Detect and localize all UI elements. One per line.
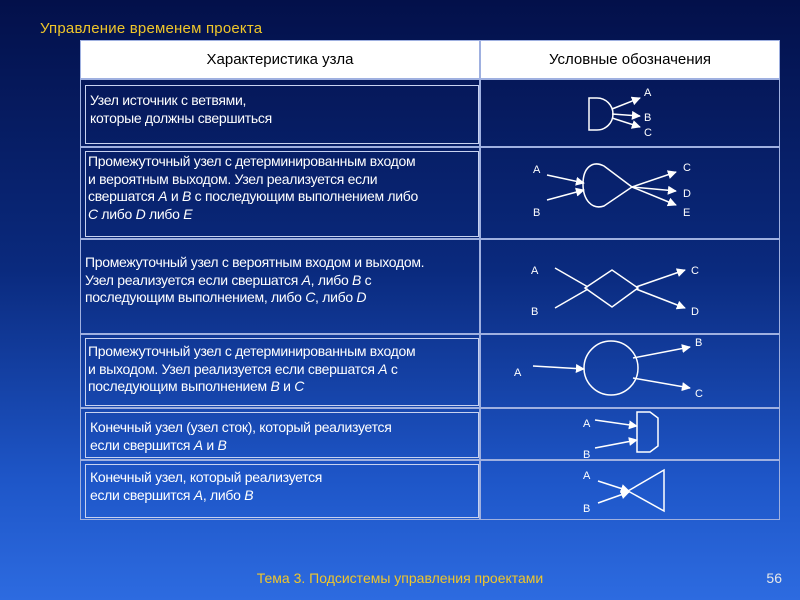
symbol-label: B: [583, 503, 591, 515]
text-segment: Узел реализуется если свершатся: [85, 271, 302, 288]
arrow: [555, 268, 588, 287]
event-letter: B: [244, 486, 254, 503]
text-segment: и выходом. Узел реализуется если свершатся: [88, 360, 379, 377]
symbol-label: A: [514, 367, 522, 379]
text-segment: и: [167, 188, 183, 204]
text-segment: Промежуточный узел с детерминированным входом: [88, 343, 416, 359]
text-segment: с последующим выполнением либо: [191, 188, 419, 204]
arrow: [612, 114, 640, 116]
text-segment: Конечный узел, который реализуется: [90, 469, 323, 485]
arrow: [547, 190, 584, 200]
arrow: [633, 378, 690, 388]
event-letter: B: [182, 188, 192, 204]
text-segment: и: [279, 378, 295, 394]
symbol-label: A: [583, 470, 591, 482]
arrow: [636, 270, 685, 287]
event-letter: D: [356, 289, 367, 305]
event-letter: A: [193, 486, 203, 503]
arrow: [555, 289, 588, 308]
text-segment: которые должны свершиться: [90, 109, 272, 126]
arrow: [595, 440, 637, 448]
symbol-label: B: [644, 112, 652, 124]
symbol-label: C: [644, 127, 652, 139]
symbol-label: D: [683, 188, 691, 200]
probabilistic-node-shape: [585, 270, 638, 307]
text-segment: если свершится: [90, 436, 194, 453]
text-segment: и вероятным выходом. Узел реализуется если: [88, 170, 378, 187]
symbol-label: C: [691, 265, 699, 277]
symbol-label: A: [644, 87, 652, 99]
event-letter: A: [378, 360, 388, 377]
text-segment: Промежуточный узел с вероятным входом и выходом.: [85, 254, 425, 270]
sink-or-node-shape: [628, 470, 664, 511]
arrow: [632, 172, 676, 187]
event-letter: B: [217, 436, 227, 453]
symbol-label: A: [533, 164, 541, 176]
arrow: [547, 175, 584, 183]
slide-footer: Тема 3. Подсистемы управления проектами: [256, 570, 544, 586]
text-segment: с: [387, 360, 398, 377]
symbol-label: D: [691, 306, 699, 318]
text-segment: Промежуточный узел с детерминированным входом: [88, 153, 416, 169]
arrow: [636, 289, 685, 308]
event-letter: A: [193, 436, 203, 453]
symbol-label: B: [583, 449, 591, 461]
text-segment: последующим выполнением: [88, 378, 271, 394]
deterministic-node-shape: [584, 341, 638, 395]
det-prob-node-shape: [583, 164, 632, 207]
symbol-label: A: [583, 418, 591, 430]
symbol-label: B: [533, 207, 541, 219]
symbol-label: C: [695, 388, 703, 400]
arrow: [633, 347, 690, 358]
source-node-shape: [589, 98, 613, 130]
symbol-label: E: [683, 207, 691, 219]
event-letter: D: [135, 205, 146, 222]
event-letter: C: [88, 205, 98, 222]
header-label: Характеристика узла: [206, 51, 354, 68]
text-segment: свершатся: [88, 188, 159, 204]
symbol-label: B: [531, 306, 539, 318]
event-letter: B: [352, 271, 362, 288]
arrow: [612, 98, 640, 109]
symbol-label: C: [683, 162, 691, 174]
text-segment: либо: [145, 205, 184, 222]
text-segment: , либо: [202, 486, 245, 503]
text-segment: , либо: [315, 289, 357, 305]
header-label: Условные обозначения: [548, 51, 712, 68]
text-segment: если свершится: [90, 486, 194, 503]
text-segment: либо: [97, 205, 136, 222]
event-letter: A: [158, 188, 168, 204]
arrow: [533, 366, 584, 369]
event-letter: A: [301, 271, 311, 288]
arrow: [595, 420, 637, 426]
arrow: [612, 118, 640, 127]
symbol-label: B: [695, 337, 703, 349]
event-letter: C: [305, 289, 316, 305]
text-segment: и: [202, 436, 218, 453]
event-letter: E: [183, 205, 193, 222]
event-letter: C: [294, 378, 304, 394]
arrow: [598, 481, 629, 491]
text-segment: , либо: [310, 271, 353, 288]
text-segment: Конечный узел (узел сток), который реализуется: [90, 419, 392, 435]
text-segment: Узел источник с ветвями,: [90, 92, 247, 108]
arrow: [598, 492, 629, 503]
text-segment: с: [361, 271, 372, 288]
event-letter: B: [270, 378, 280, 394]
sink-and-node-shape: [637, 412, 658, 452]
page-number: 56: [766, 570, 782, 586]
slide-title: Управление временем проекта: [40, 20, 263, 37]
symbol-label: A: [531, 265, 539, 277]
text-segment: последующим выполнением, либо: [85, 289, 306, 305]
